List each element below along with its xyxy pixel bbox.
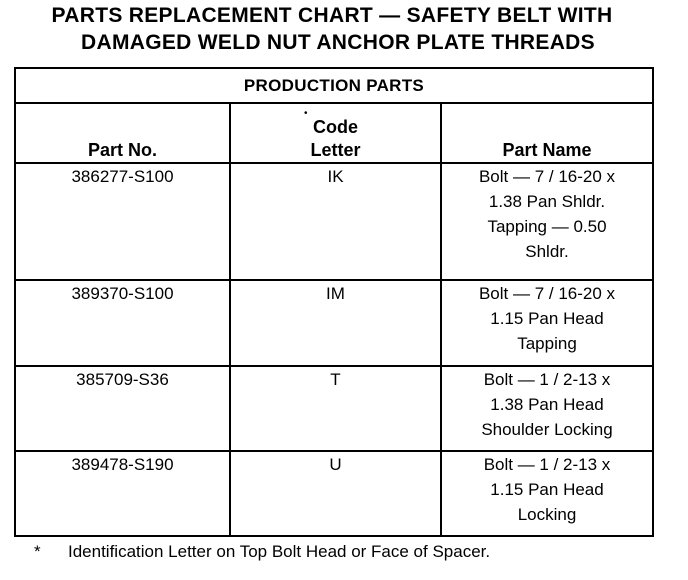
part-name-line: Bolt — 7 / 16-20 x <box>478 167 616 186</box>
part-name-cell <box>441 280 653 366</box>
part-name-line: Bolt — 1 / 2-13 x <box>483 455 611 474</box>
part-no-cell: 386277-S100 <box>15 163 230 280</box>
code-letter-header-line2: Letter <box>310 140 361 160</box>
footnote-text: Identification Letter on Top Bolt Head or Face of Spacer. <box>68 542 491 561</box>
column-header-part-no: Part No. <box>15 103 230 163</box>
footnote-mark: * <box>34 542 41 561</box>
code-letter-cell: IK <box>230 163 441 280</box>
part-name-cell <box>441 366 653 451</box>
code-letter-cell: T <box>230 366 441 451</box>
part-name-cell <box>441 451 653 536</box>
part-name-line: 1.38 Pan Shldr. <box>488 192 606 211</box>
column-header-part-name: Part Name <box>441 103 653 163</box>
part-name-line: Tapping — 0.50 <box>487 217 607 236</box>
code-letter-header-line1: Code <box>313 117 358 137</box>
code-letter-cell: IM <box>230 280 441 366</box>
part-name-line: Shoulder Locking <box>481 420 613 439</box>
part-name-line: Locking <box>517 505 577 524</box>
part-name-line: Bolt — 1 / 2-13 x <box>483 370 611 389</box>
code-letter-asterisk: • <box>304 108 308 119</box>
part-name-line: Bolt — 7 / 16-20 x <box>478 284 616 303</box>
part-no-cell: 389370-S100 <box>15 280 230 366</box>
table-row <box>15 163 653 280</box>
part-name-line: 1.38 Pan Head <box>490 395 604 414</box>
footnote <box>34 541 490 563</box>
column-header-code-letter <box>230 103 441 163</box>
table-row <box>15 280 653 366</box>
chart-title-line-2: DAMAGED WELD NUT ANCHOR PLATE THREADS <box>81 31 595 54</box>
table-row <box>15 451 653 536</box>
table-row <box>15 366 653 451</box>
part-name-line: 1.15 Pan Head <box>490 309 604 328</box>
code-letter-cell: U <box>230 451 441 536</box>
part-name-line: Shldr. <box>525 242 569 261</box>
part-no-cell: 389478-S190 <box>15 451 230 536</box>
part-name-line: Tapping <box>517 334 577 353</box>
part-no-cell: 385709-S36 <box>15 366 230 451</box>
section-header: PRODUCTION PARTS <box>15 68 653 103</box>
part-name-line: 1.15 Pan Head <box>490 480 604 499</box>
part-name-cell <box>441 163 653 280</box>
parts-table <box>14 67 654 537</box>
chart-title-line-1: PARTS REPLACEMENT CHART — SAFETY BELT WITH <box>51 4 613 27</box>
